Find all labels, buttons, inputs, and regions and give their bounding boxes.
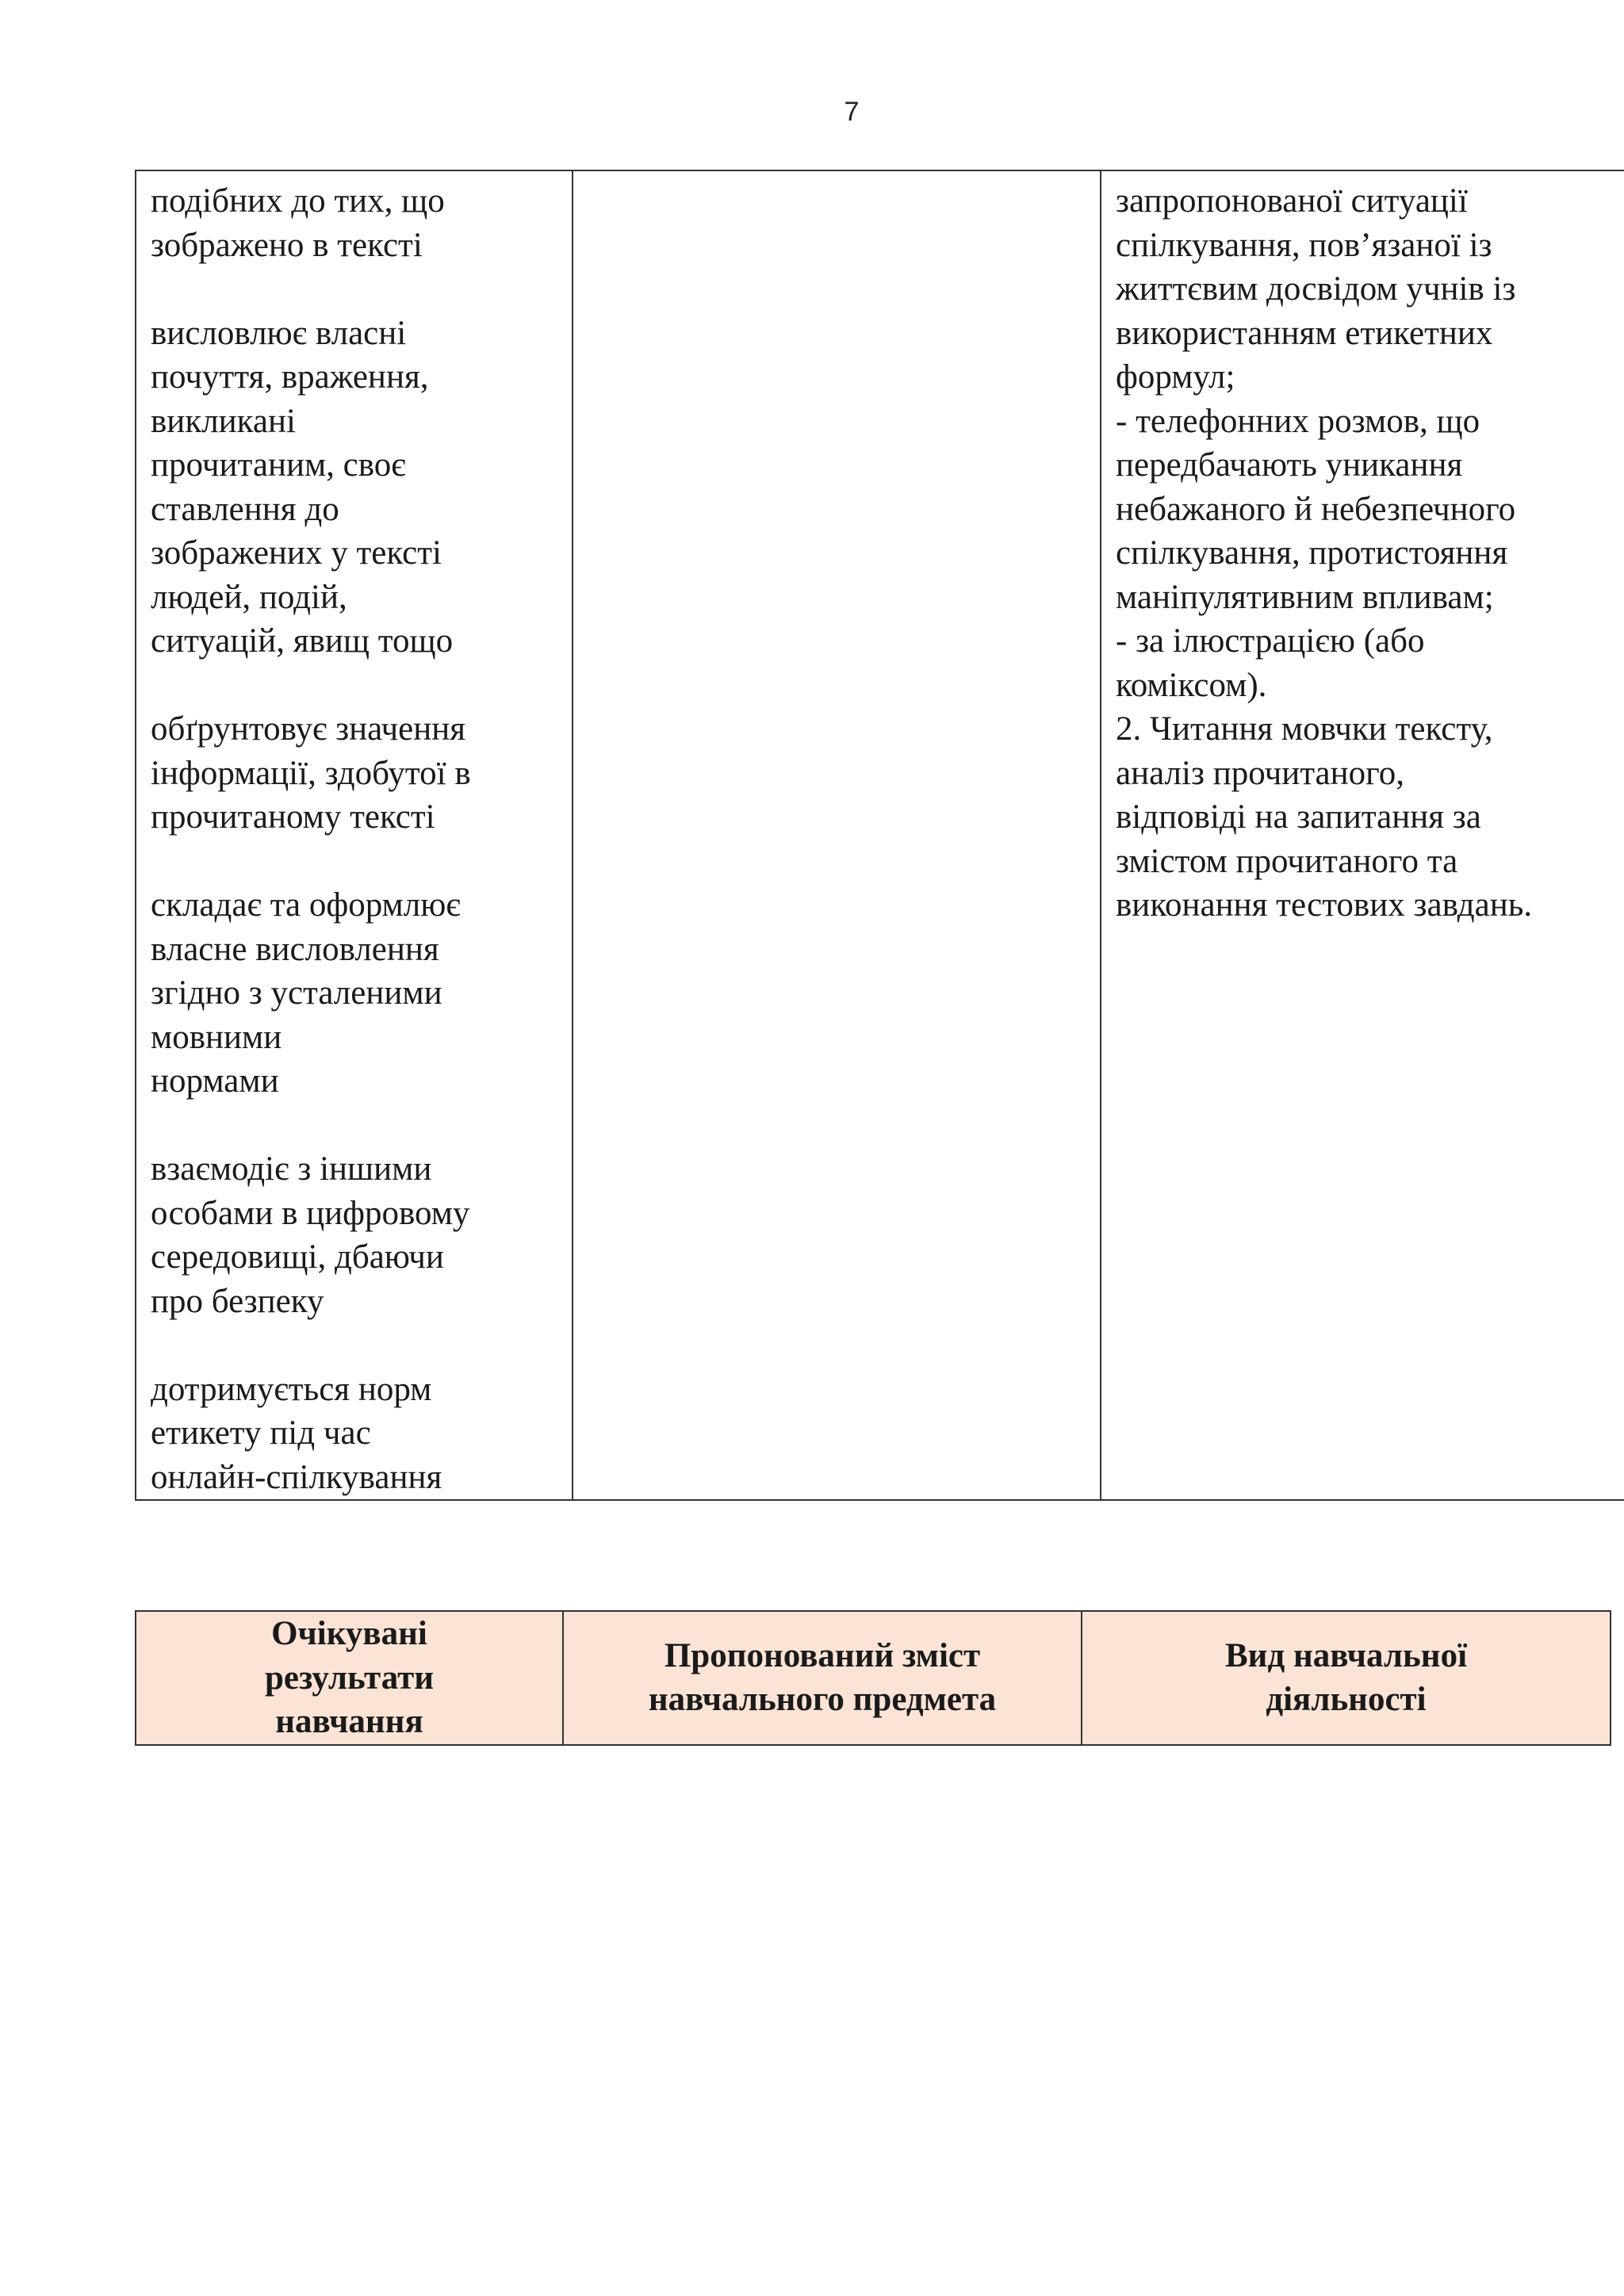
- table-row: [136, 170, 1624, 1500]
- outcome-paragraph: складає та оформлює власне висловлення згідно з усталеними мовними нормами: [151, 886, 461, 1100]
- page-number: 7: [844, 97, 860, 127]
- content-cell: [573, 170, 1101, 1500]
- outcome-paragraph: взаємодіє з іншими особами в цифровому середовищі, дбаючи про безпеку: [151, 1150, 470, 1320]
- outcome-paragraph: дотримується норм етикету під час онлайн-спілкування: [151, 1370, 442, 1496]
- activity-line: - за ілюстрацією (або коміксом).: [1116, 622, 1425, 704]
- activity-line: 2. Читання мовчки тексту, аналіз прочитаного, відповіді на запитання за змістом прочитаного та виконання тестових завдань.: [1116, 710, 1533, 924]
- outcome-paragraph: обґрунтовує значення інформації, здобутої в прочитаному тексті: [151, 710, 471, 836]
- outcome-paragraph: висловлює власні почуття, враження, викликані прочитаним, своє ставлення до зображених у тексті людей, подій, ситуацій, явищ тощо: [151, 314, 454, 660]
- activity-line: - телефонних розмов, що передбачають уникання небажаного й небезпечного спілкування, протистояння маніпулятивним впливам;: [1116, 402, 1516, 616]
- header-expected-results: Очікувані результати навчання: [136, 1611, 563, 1745]
- outcomes-cell: [136, 170, 573, 1500]
- header-table: [135, 1610, 1548, 1746]
- header-activity-type: Вид навчальної діяльності: [1082, 1611, 1611, 1745]
- outcome-paragraph: подібних до тих, що зображено в тексті: [151, 182, 445, 264]
- activity-line: запропонованої ситуації спілкування, пов’язаної із життєвим досвідом учнів із використанням етикетних формул;: [1116, 182, 1516, 396]
- table-header-row: [136, 1611, 1611, 1745]
- content-table: [135, 170, 1548, 1501]
- header-proposed-content: Пропонований зміст навчального предмета: [563, 1611, 1082, 1745]
- activity-cell: [1101, 170, 1624, 1500]
